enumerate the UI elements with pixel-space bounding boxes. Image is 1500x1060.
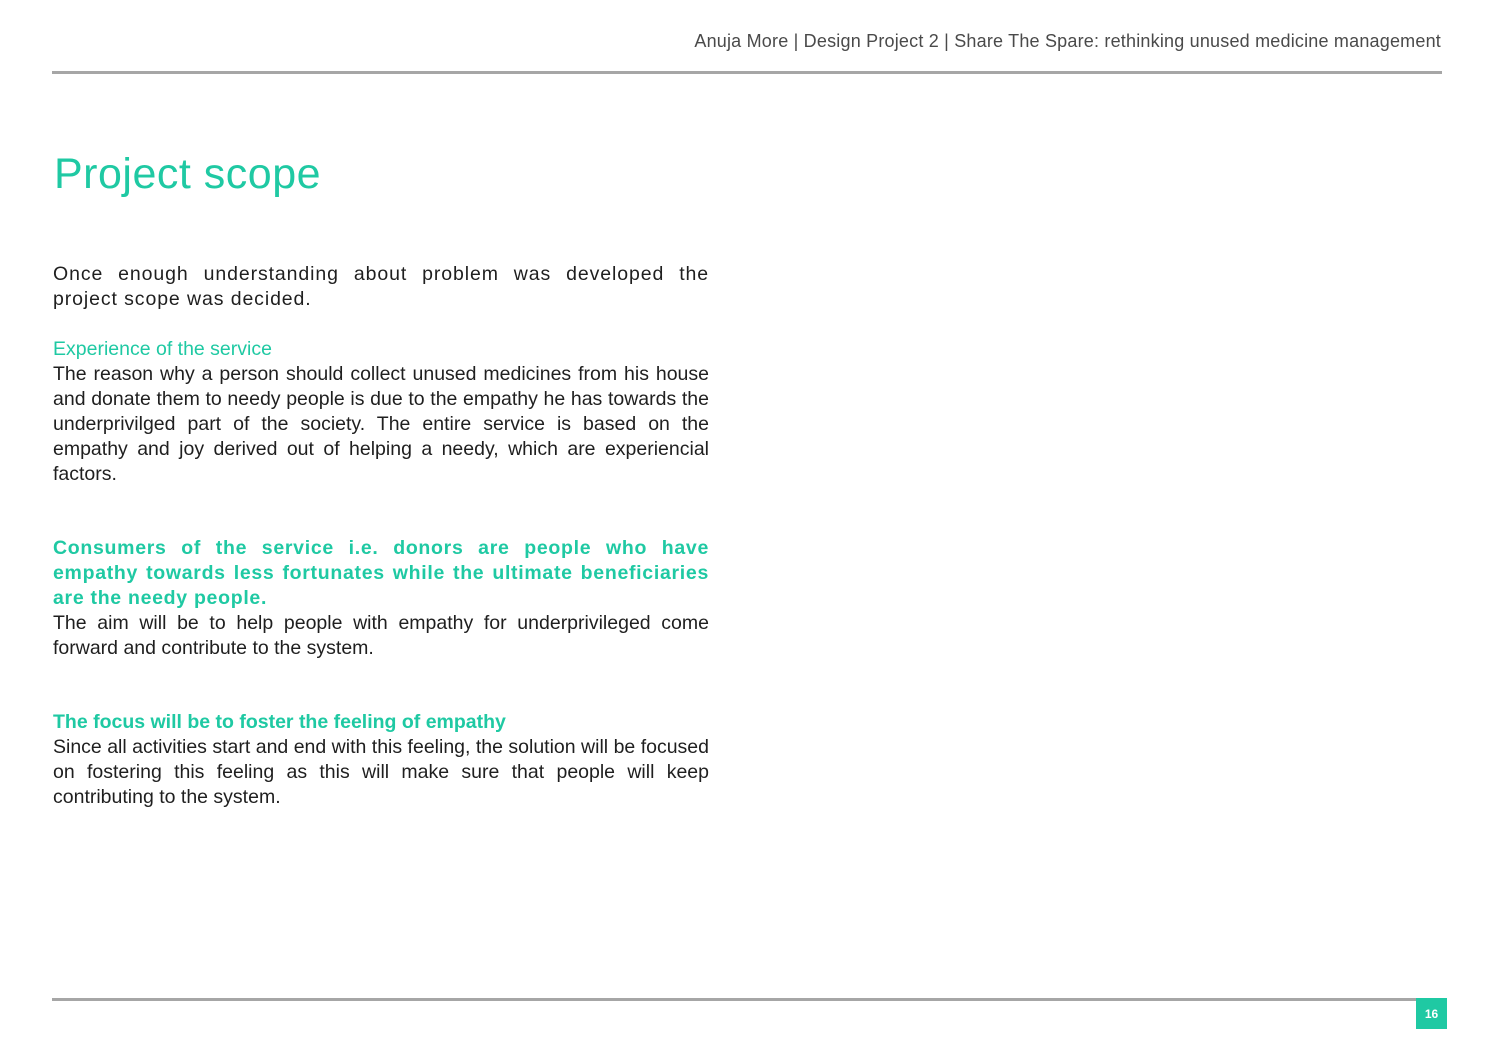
section-body-consumers: The aim will be to help people with empathy for underprivileged come forward and contribute to the system. bbox=[53, 612, 709, 659]
footer-divider bbox=[52, 998, 1442, 1001]
page-title: Project scope bbox=[54, 150, 322, 198]
running-header: Anuja More | Design Project 2 | Share The Spare: rethinking unused medicine management bbox=[694, 31, 1441, 51]
spacer bbox=[53, 661, 709, 710]
spacer bbox=[53, 312, 709, 337]
section-heading-focus: The focus will be to foster the feeling of empathy bbox=[53, 711, 506, 733]
section-heading-experience: Experience of the service bbox=[53, 338, 272, 360]
header-divider bbox=[52, 71, 1442, 74]
section-body-focus: Since all activities start and end with this feeling, the solution will be focused on fostering this feeling as this will make sure that people will keep contributing to the system. bbox=[53, 736, 709, 808]
intro-paragraph: Once enough understanding about problem was developed the project scope was decided. bbox=[53, 263, 709, 310]
section-heading-consumers: Consumers of the service i.e. donors are people who have empathy towards less fortunates while the ultimate beneficiaries are the needy people. bbox=[53, 537, 709, 609]
main-content bbox=[53, 262, 709, 810]
spacer bbox=[53, 487, 709, 536]
page-number-badge: 16 bbox=[1416, 998, 1447, 1029]
section-body-experience: The reason why a person should collect unused medicines from his house and donate them to needy people is due to the empathy he has towards the underprivilged part of the society. The entire service is based on the empathy and joy derived out of helping a needy, which are experiencial factors. bbox=[53, 363, 709, 485]
